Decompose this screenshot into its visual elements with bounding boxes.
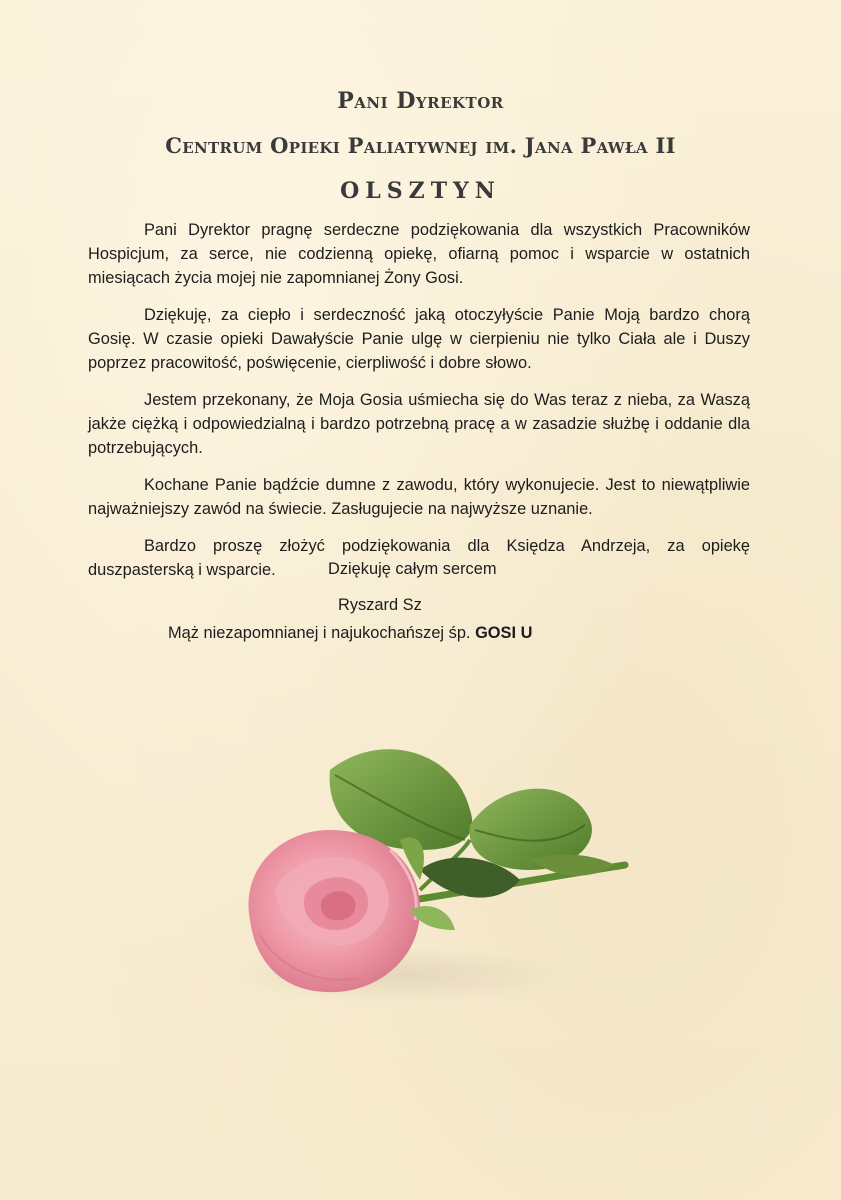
paragraph: Dziękuję, za ciepło i serdeczność jaką otoczyłyście Panie Moją bardzo chorą Gosię. W czasie opieki Dawałyście Panie ulgę w cierpieniu nie tylko Ciała ale i Duszy poprzez pracowitość, poświęcenie, cierpliwość i dobre słowo.	[88, 306, 750, 372]
paragraph: Pani Dyrektor pragnę serdeczne podziękowania dla wszystkich Pracowników Hospicjum, za serce, nie codzienną opiekę, ofiarną pomoc i wsparcie w ostatnich miesiącach życia mojej nie zapomnianej Żony Gosi.	[88, 221, 750, 287]
closing-line: Dziękuję całym sercem	[328, 560, 497, 578]
rose-icon	[230, 730, 640, 1010]
paragraph: Kochane Panie bądźcie dumne z zawodu, który wykonujecie. Jest to niewątpliwie najważniejszy zawód na świecie. Zasługujecie na najwyższe uznanie.	[88, 476, 750, 518]
paragraph: Jestem przekonany, że Moja Gosia uśmiecha się do Was teraz z nieba, za Waszą jakże ciężką i odpowiedzialną i bardzo potrzebną pracę a w zasadzie służbę i oddanie dla potrzebujących.	[88, 391, 750, 457]
heading-institution: Centrum Opieki Paliatywnej im. Jana Pawła II	[165, 133, 676, 158]
letter-body	[88, 218, 750, 595]
signature-name: Ryszard Sz	[338, 596, 422, 614]
paragraph: Bardzo proszę złożyć podziękowania dla Księdza Andrzeja, za opiekę duszpasterską i wsparcie.	[88, 537, 750, 579]
rose-illustration	[230, 730, 640, 1010]
heading-city: OLSZTYN	[340, 178, 501, 204]
signature-relation-line	[168, 624, 532, 643]
heading-recipient: Pani Dyrektor	[337, 88, 504, 114]
signature-wife-name: GOSI U	[475, 624, 533, 642]
signature-relation: Mąż niezapomnianej i najukochańszej śp.	[168, 624, 471, 642]
